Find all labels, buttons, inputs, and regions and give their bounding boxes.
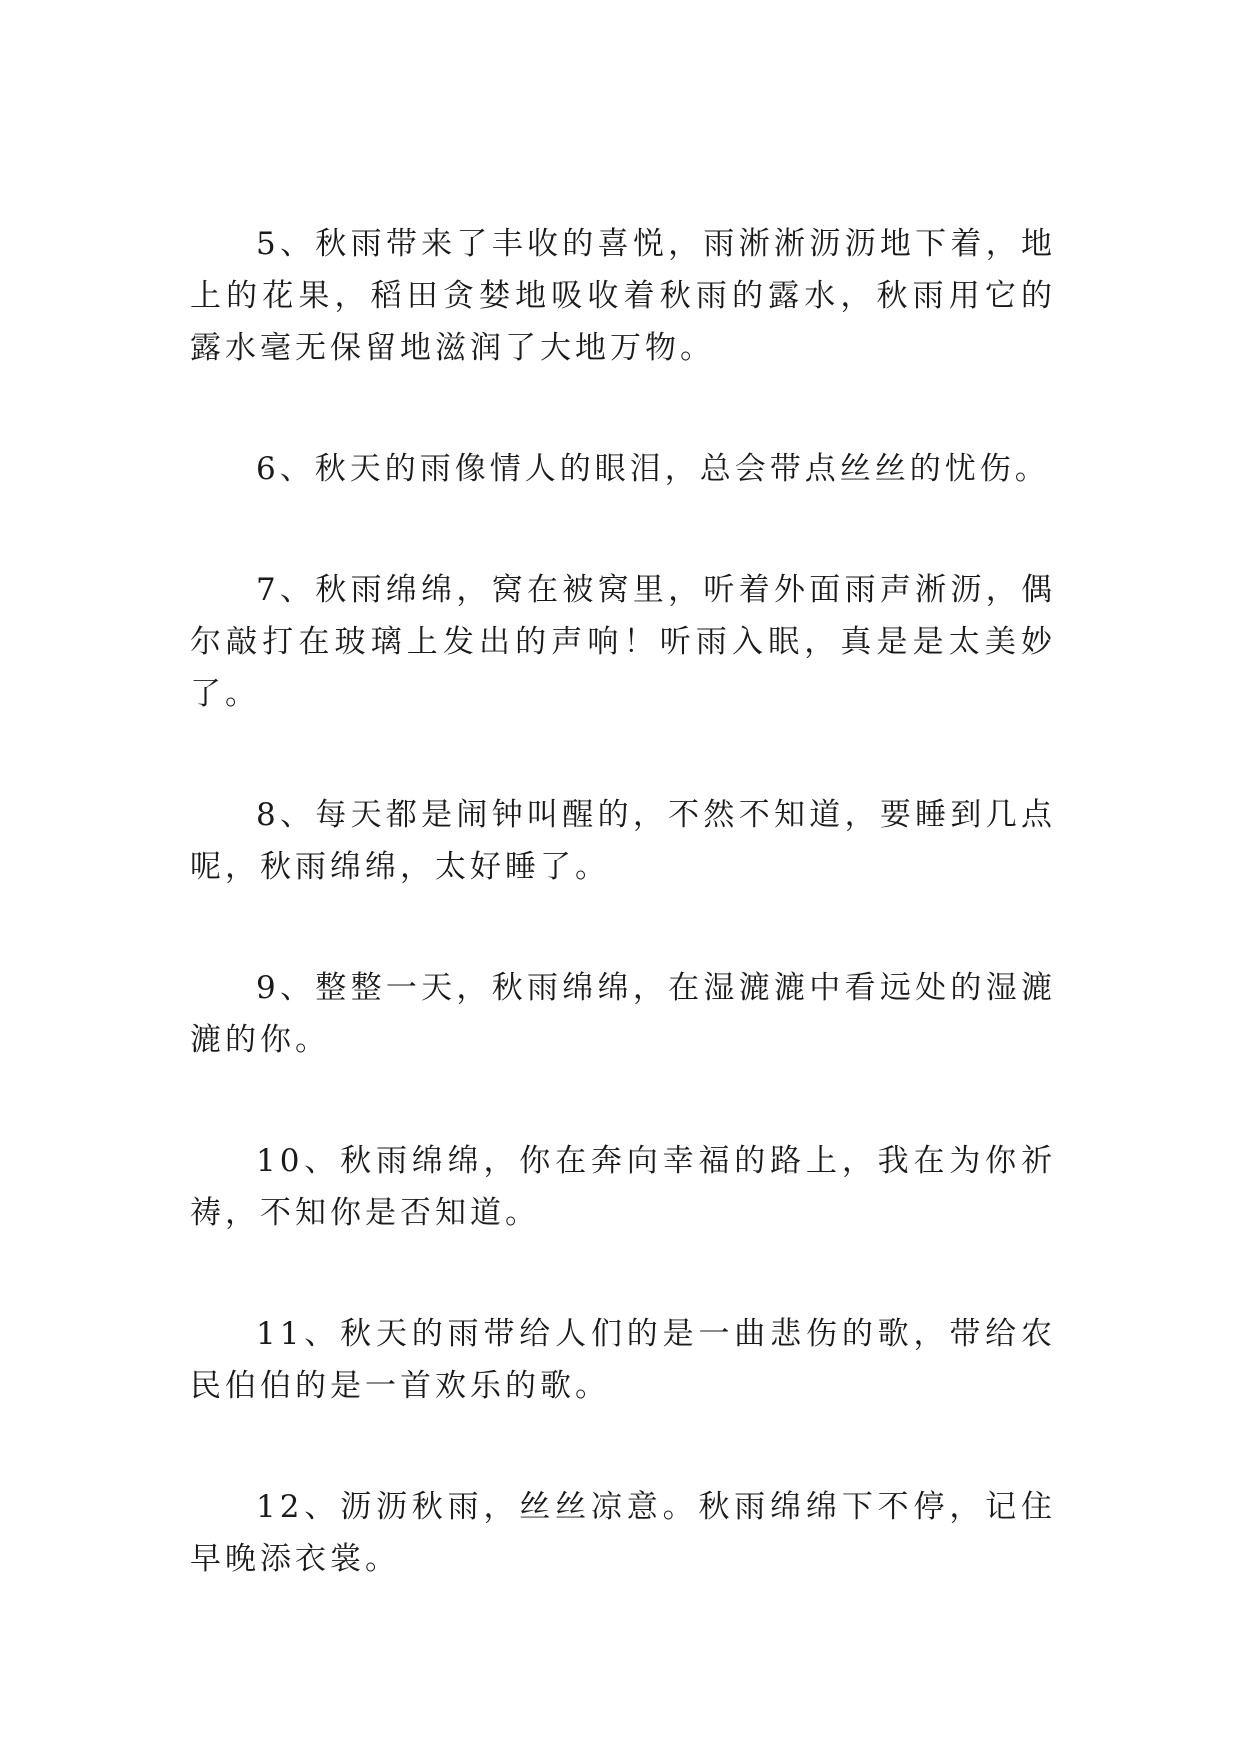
paragraph-12: 12、沥沥秋雨，丝丝凉意。秋雨绵绵下不停，记住早晚添衣裳。: [190, 1489, 1056, 1577]
paragraph-9: 9、整整一天，秋雨绵绵，在湿漉漉中看远处的湿漉漉的你。: [190, 970, 1056, 1058]
paragraph-10: 10、秋雨绵绵，你在奔向幸福的路上，我在为你祈祷，不知你是否知道。: [190, 1143, 1056, 1231]
paragraph-11: 11、秋天的雨带给人们的是一曲悲伤的歌，带给农民伯伯的是一首欢乐的歌。: [190, 1316, 1056, 1404]
document-body: [190, 218, 1056, 1585]
paragraph-6: 6、秋天的雨像情人的眼泪，总会带点丝丝的忧伤。: [256, 451, 1050, 487]
paragraph-7: 7、秋雨绵绵，窝在被窝里，听着外面雨声淅沥，偶尔敲打在玻璃上发出的声响！听雨入眠，真是是太美妙了。: [190, 572, 1056, 712]
paragraph-8: 8、每天都是闹钟叫醒的，不然不知道，要睡到几点呢，秋雨绵绵，太好睡了。: [190, 797, 1056, 885]
paragraph-5: 5、秋雨带来了丰收的喜悦，雨淅淅沥沥地下着，地上的花果，稻田贪婪地吸收着秋雨的露水，秋雨用它的露水毫无保留地滋润了大地万物。: [190, 226, 1056, 366]
